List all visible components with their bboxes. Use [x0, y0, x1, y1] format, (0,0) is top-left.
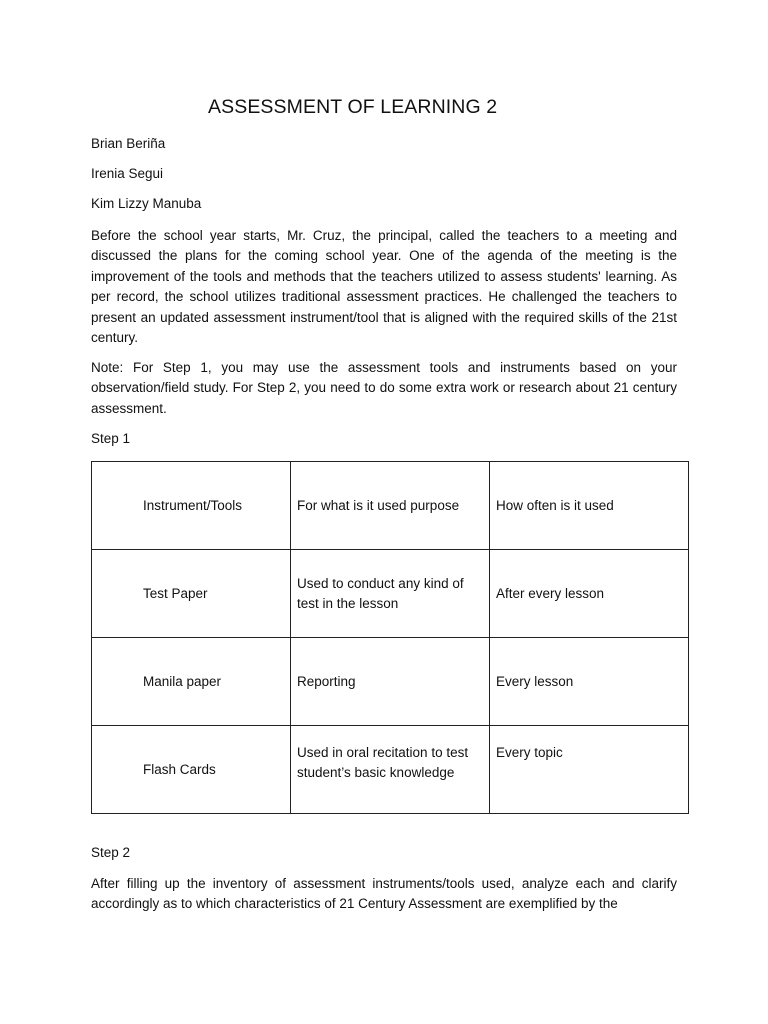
- table-cell: Flash Cards: [92, 726, 291, 814]
- table-cell: Used in oral recitation to test student’s basic knowledge: [291, 726, 490, 814]
- author-name: Irenia Segui: [91, 166, 164, 181]
- table-header-cell: For what is it used purpose: [291, 462, 490, 550]
- author-name: Brian Beriña: [91, 136, 166, 151]
- assessment-table: [91, 461, 689, 814]
- table-cell: Test Paper: [92, 550, 291, 638]
- author-name: Kim Lizzy Manuba: [91, 196, 202, 211]
- document-title: ASSESSMENT OF LEARNING 2: [208, 96, 498, 118]
- table-row: [92, 550, 689, 638]
- table-row: [92, 638, 689, 726]
- step1-label: Step 1: [91, 431, 131, 446]
- table-cell: Manila paper: [92, 638, 291, 726]
- note-paragraph: Note: For Step 1, you may use the assessment tools and instruments based on your observation/field study. For Step 2, you need to do some extra work or research about 21 century assessment.: [91, 360, 677, 416]
- table-header-row: [92, 462, 689, 550]
- table-cell: Every lesson: [490, 638, 689, 726]
- table-header-cell: How often is it used: [490, 462, 689, 550]
- table-cell: Every topic: [490, 726, 689, 814]
- table-cell: Used to conduct any kind of test in the lesson: [291, 550, 490, 638]
- step2-paragraph: After filling up the inventory of assessment instruments/tools used, analyze each and clarify accordingly as to which characteristics of 21 Century Assessment are exemplified by the: [91, 876, 677, 912]
- table-cell: Reporting: [291, 638, 490, 726]
- table-row: [92, 726, 689, 814]
- table-cell: After every lesson: [490, 550, 689, 638]
- intro-paragraph: Before the school year starts, Mr. Cruz, the principal, called the teachers to a meeting and discussed the plans for the coming school year. One of the agenda of the meeting is the improvement of the tools and methods that the teachers utilized to assess students' learning. As per record, the school utilizes traditional assessment practices. He challenged the teachers to present an updated assessment instrument/tool that is aligned with the required skills of the 21st century.: [91, 228, 677, 346]
- step2-label: Step 2: [91, 845, 131, 860]
- table-header-cell: Instrument/Tools: [92, 462, 291, 550]
